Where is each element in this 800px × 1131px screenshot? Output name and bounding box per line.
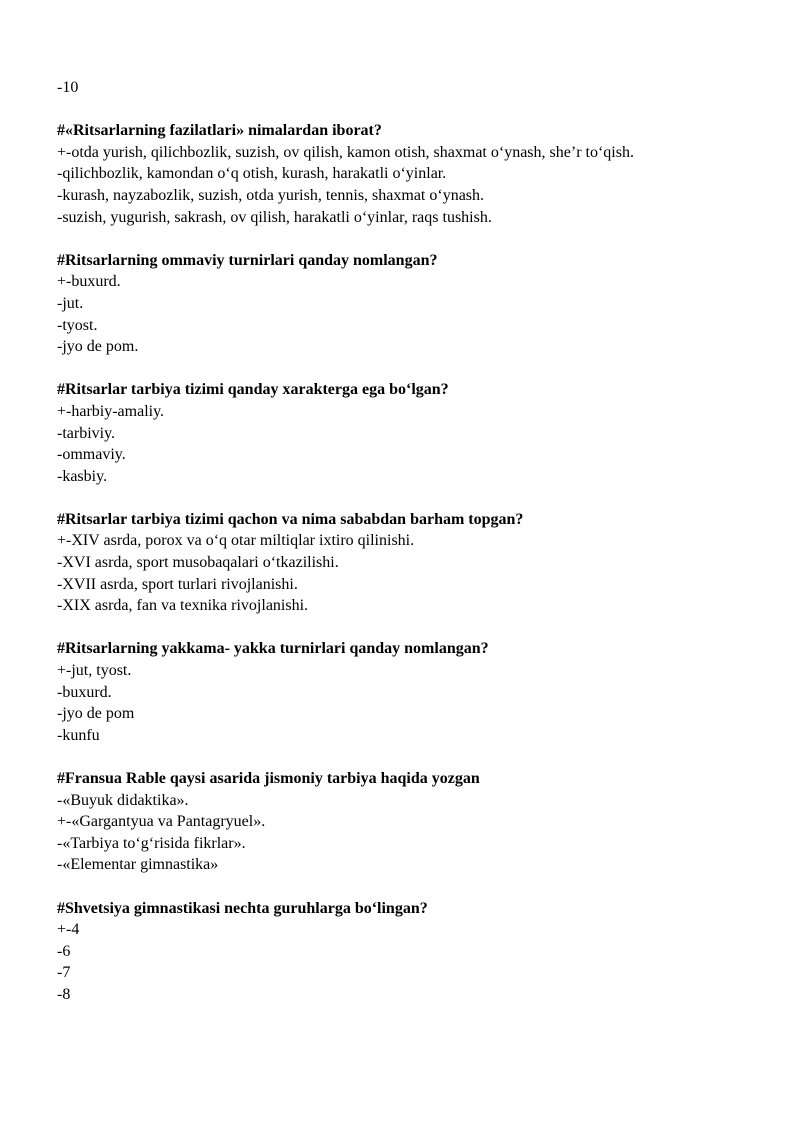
question-text: #Ritsarlar tarbiya tizimi qachon va nima sababdan barham topgan? [57, 510, 524, 528]
answer-option: -kunfu [57, 726, 100, 744]
answer-option: -tyost. [57, 316, 98, 334]
spacer [57, 487, 725, 509]
spacer [57, 99, 725, 121]
question-text: #Ritsarlar tarbiya tizimi qanday xarakterga ega bo‘lgan? [57, 381, 449, 399]
answer-option: +-4 [57, 921, 80, 939]
question-block [57, 638, 725, 746]
answer-option: -XVI asrda, sport musobaqalari o‘tkazilishi. [57, 554, 339, 572]
answer-option: -jut. [57, 294, 84, 312]
question-text: #«Ritsarlarning fazilatlari» nimalardan iborat? [57, 122, 382, 140]
intro-line: -10 [57, 79, 79, 96]
answer-option: -«Tarbiya to‘g‘risida fikrlar». [57, 834, 246, 852]
answer-option: +-jut, tyost. [57, 662, 132, 680]
question-text: #Ritsarlarning yakkama- yakka turnirlari qanday nomlangan? [57, 640, 489, 658]
question-text: #Ritsarlarning ommaviy turnirlari qanday nomlangan? [57, 251, 438, 269]
question-text: #Fransua Rable qaysi asarida jismoniy tarbiya haqida yozgan [57, 770, 480, 787]
answer-option: -jyo de pom [57, 705, 135, 723]
answer-option: -jyo de pom. [57, 338, 139, 356]
answer-option: +-harbiy-amaliy. [57, 402, 165, 420]
answer-option: -8 [57, 985, 71, 1003]
spacer [57, 617, 725, 639]
question-block [57, 120, 725, 228]
answer-option: +-buxurd. [57, 273, 121, 291]
question-block [57, 379, 725, 487]
answer-option: -kurash, nayzabozlik, suzish, otda yurish, tennis, shaxmat o‘ynash. [57, 186, 485, 204]
question-block [57, 250, 725, 358]
question-block [57, 768, 725, 876]
document-page [57, 77, 725, 1006]
spacer [57, 876, 725, 898]
answer-option: -7 [57, 964, 71, 982]
answer-option: -XIX asrda, fan va texnika rivojlanishi. [57, 597, 309, 615]
question-block [57, 898, 725, 1006]
answer-option: -«Elementar gimnastika» [57, 856, 219, 874]
answer-option: +-«Gargantyua va Pantagryuel». [57, 813, 266, 831]
answer-option: -suzish, yugurish, sakrash, ov qilish, harakatli o‘yinlar, raqs tushish. [57, 208, 492, 226]
answer-option: +-XIV asrda, porox va o‘q otar miltiqlar ixtiro qilinishi. [57, 532, 415, 550]
spacer [57, 746, 725, 768]
question-text: #Shvetsiya gimnastikasi nechta guruhlarga bo‘lingan? [57, 899, 428, 917]
answer-option: +-otda yurish, qilichbozlik, suzish, ov qilish, kamon otish, shaxmat o‘ynash, she’r to‘qish. [57, 143, 634, 161]
answer-option: -qilichbozlik, kamondan o‘q otish, kurash, harakatli o‘yinlar. [57, 165, 447, 183]
answer-option: -tarbiviy. [57, 424, 116, 442]
spacer [57, 228, 725, 250]
answer-option: -«Buyuk didaktika». [57, 791, 189, 809]
answer-option: -6 [57, 942, 71, 960]
answer-option: -buxurd. [57, 683, 112, 701]
answer-option: -kasbiy. [57, 467, 108, 485]
answer-option: -ommaviy. [57, 446, 126, 464]
question-block [57, 509, 725, 617]
answer-option: -XVII asrda, sport turlari rivojlanishi. [57, 575, 298, 593]
spacer [57, 358, 725, 380]
